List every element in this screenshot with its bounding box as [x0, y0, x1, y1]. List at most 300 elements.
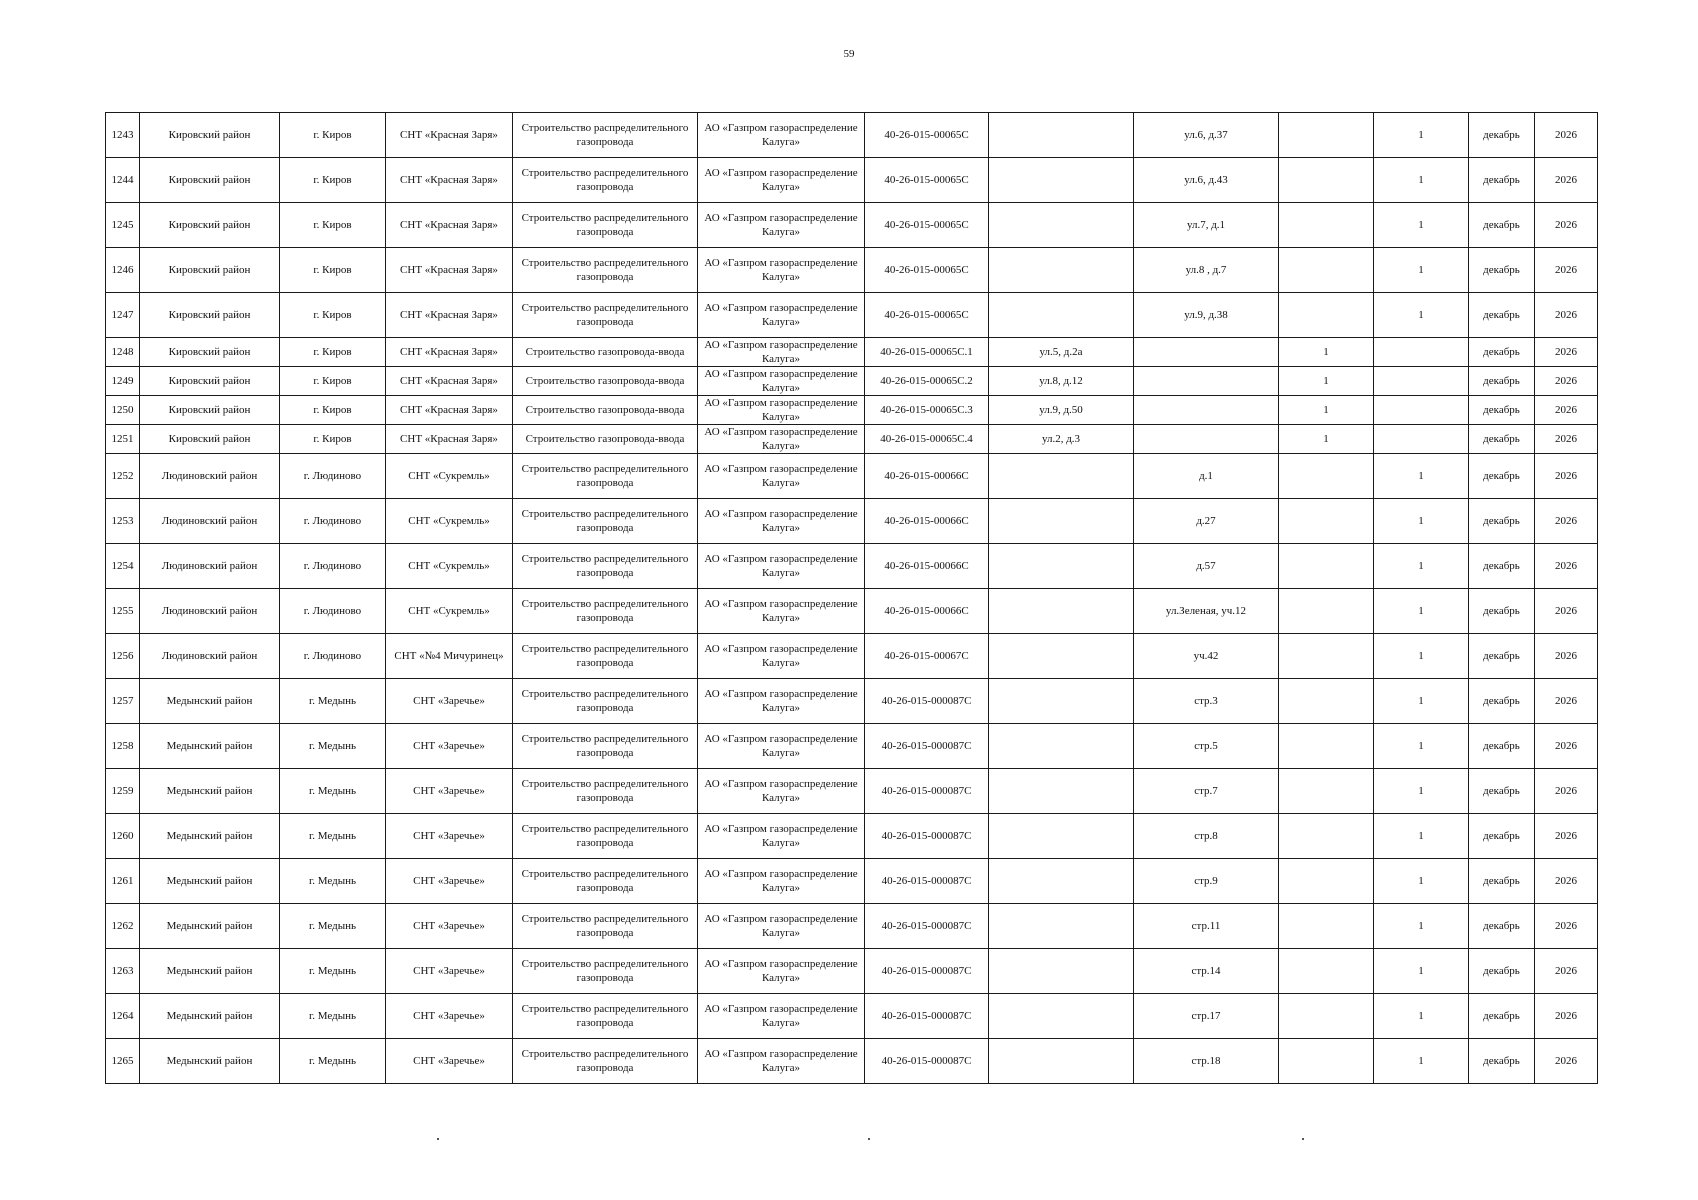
object-code-cell: 40-26-015-000087С: [865, 949, 989, 994]
organization-cell: АО «Газпром газораспределение Калуга»: [698, 1039, 865, 1084]
address-network-cell: ул.9, д.38: [1134, 293, 1279, 338]
address-inlet-cell: [989, 949, 1134, 994]
year-cell: 2026: [1535, 158, 1598, 203]
district-cell: Кировский район: [140, 158, 280, 203]
table-row: [106, 338, 1598, 367]
month-cell: декабрь: [1469, 499, 1535, 544]
district-cell: Медынский район: [140, 859, 280, 904]
row-number: 1262: [106, 904, 140, 949]
district-cell: Медынский район: [140, 1039, 280, 1084]
address-inlet-cell: [989, 544, 1134, 589]
inlet-count-cell: [1279, 544, 1374, 589]
organization-cell: АО «Газпром газораспределение Калуга»: [698, 425, 865, 454]
work-type-cell: Строительство распределительного газопровода: [513, 589, 698, 634]
month-cell: декабрь: [1469, 454, 1535, 499]
network-count-cell: 1: [1374, 248, 1469, 293]
inlet-count-cell: [1279, 769, 1374, 814]
network-count-cell: [1374, 396, 1469, 425]
year-cell: 2026: [1535, 293, 1598, 338]
address-inlet-cell: [989, 1039, 1134, 1084]
snt-name-cell: СНТ «Красная Заря»: [386, 248, 513, 293]
row-number: 1260: [106, 814, 140, 859]
district-cell: Кировский район: [140, 367, 280, 396]
organization-cell: АО «Газпром газораспределение Калуга»: [698, 679, 865, 724]
row-number: 1247: [106, 293, 140, 338]
table-row: [106, 769, 1598, 814]
snt-name-cell: СНТ «Заречье»: [386, 994, 513, 1039]
work-type-cell: Строительство распределительного газопровода: [513, 293, 698, 338]
object-code-cell: 40-26-015-00066С: [865, 499, 989, 544]
month-cell: декабрь: [1469, 203, 1535, 248]
address-network-cell: д.27: [1134, 499, 1279, 544]
inlet-count-cell: [1279, 499, 1374, 544]
organization-cell: АО «Газпром газораспределение Калуга»: [698, 338, 865, 367]
work-type-cell: Строительство распределительного газопровода: [513, 1039, 698, 1084]
month-cell: декабрь: [1469, 158, 1535, 203]
district-cell: Людиновский район: [140, 544, 280, 589]
district-cell: Кировский район: [140, 425, 280, 454]
table-row: [106, 544, 1598, 589]
organization-cell: АО «Газпром газораспределение Калуга»: [698, 634, 865, 679]
snt-name-cell: СНТ «Заречье»: [386, 949, 513, 994]
month-cell: декабрь: [1469, 859, 1535, 904]
object-code-cell: 40-26-015-00065С.2: [865, 367, 989, 396]
inlet-count-cell: [1279, 814, 1374, 859]
row-number: 1250: [106, 396, 140, 425]
organization-cell: АО «Газпром газораспределение Калуга»: [698, 293, 865, 338]
address-inlet-cell: [989, 904, 1134, 949]
inlet-count-cell: 1: [1279, 367, 1374, 396]
network-count-cell: 1: [1374, 293, 1469, 338]
inlet-count-cell: [1279, 158, 1374, 203]
network-count-cell: 1: [1374, 859, 1469, 904]
month-cell: декабрь: [1469, 994, 1535, 1039]
year-cell: 2026: [1535, 949, 1598, 994]
table-row: [106, 814, 1598, 859]
table-row: [106, 589, 1598, 634]
district-cell: Медынский район: [140, 814, 280, 859]
city-cell: г. Медынь: [280, 904, 386, 949]
row-number: 1265: [106, 1039, 140, 1084]
network-count-cell: 1: [1374, 499, 1469, 544]
year-cell: 2026: [1535, 724, 1598, 769]
table-row: [106, 1039, 1598, 1084]
object-code-cell: 40-26-015-00066С: [865, 544, 989, 589]
city-cell: г. Людиново: [280, 499, 386, 544]
table-row: [106, 724, 1598, 769]
city-cell: г. Людиново: [280, 454, 386, 499]
inlet-count-cell: 1: [1279, 338, 1374, 367]
work-type-cell: Строительство распределительного газопровода: [513, 904, 698, 949]
address-inlet-cell: [989, 454, 1134, 499]
district-cell: Людиновский район: [140, 589, 280, 634]
district-cell: Людиновский район: [140, 454, 280, 499]
inlet-count-cell: 1: [1279, 396, 1374, 425]
object-code-cell: 40-26-015-00065С: [865, 158, 989, 203]
city-cell: г. Киров: [280, 113, 386, 158]
object-code-cell: 40-26-015-000087С: [865, 994, 989, 1039]
object-code-cell: 40-26-015-00065С.4: [865, 425, 989, 454]
address-network-cell: стр.18: [1134, 1039, 1279, 1084]
object-code-cell: 40-26-015-000087С: [865, 859, 989, 904]
month-cell: декабрь: [1469, 396, 1535, 425]
snt-name-cell: СНТ «Красная Заря»: [386, 338, 513, 367]
address-network-cell: [1134, 396, 1279, 425]
object-code-cell: 40-26-015-00067С: [865, 634, 989, 679]
district-cell: Кировский район: [140, 248, 280, 293]
district-cell: Медынский район: [140, 904, 280, 949]
snt-name-cell: СНТ «Заречье»: [386, 904, 513, 949]
year-cell: 2026: [1535, 814, 1598, 859]
organization-cell: АО «Газпром газораспределение Калуга»: [698, 994, 865, 1039]
address-network-cell: д.57: [1134, 544, 1279, 589]
row-number: 1263: [106, 949, 140, 994]
snt-name-cell: СНТ «Красная Заря»: [386, 158, 513, 203]
object-code-cell: 40-26-015-00066С: [865, 589, 989, 634]
address-network-cell: ул.6, д.43: [1134, 158, 1279, 203]
scan-dot: [1302, 1138, 1304, 1140]
city-cell: г. Киров: [280, 396, 386, 425]
organization-cell: АО «Газпром газораспределение Калуга»: [698, 454, 865, 499]
work-type-cell: Строительство газопровода-ввода: [513, 338, 698, 367]
table-row: [106, 454, 1598, 499]
row-number: 1259: [106, 769, 140, 814]
month-cell: декабрь: [1469, 544, 1535, 589]
address-inlet-cell: [989, 589, 1134, 634]
month-cell: декабрь: [1469, 338, 1535, 367]
address-inlet-cell: [989, 724, 1134, 769]
inlet-count-cell: [1279, 1039, 1374, 1084]
district-cell: Кировский район: [140, 396, 280, 425]
organization-cell: АО «Газпром газораспределение Калуга»: [698, 367, 865, 396]
table-row: [106, 396, 1598, 425]
city-cell: г. Киров: [280, 425, 386, 454]
table-row: [106, 293, 1598, 338]
table-row: [106, 949, 1598, 994]
snt-name-cell: СНТ «Заречье»: [386, 859, 513, 904]
inlet-count-cell: [1279, 904, 1374, 949]
address-network-cell: стр.8: [1134, 814, 1279, 859]
address-inlet-cell: [989, 634, 1134, 679]
network-count-cell: [1374, 425, 1469, 454]
city-cell: г. Медынь: [280, 859, 386, 904]
inlet-count-cell: [1279, 113, 1374, 158]
month-cell: декабрь: [1469, 248, 1535, 293]
snt-name-cell: СНТ «№4 Мичуринец»: [386, 634, 513, 679]
address-inlet-cell: [989, 814, 1134, 859]
inlet-count-cell: [1279, 949, 1374, 994]
address-network-cell: [1134, 425, 1279, 454]
network-count-cell: 1: [1374, 203, 1469, 248]
month-cell: декабрь: [1469, 949, 1535, 994]
organization-cell: АО «Газпром газораспределение Калуга»: [698, 158, 865, 203]
address-inlet-cell: ул.2, д.3: [989, 425, 1134, 454]
snt-name-cell: СНТ «Заречье»: [386, 769, 513, 814]
city-cell: г. Киров: [280, 338, 386, 367]
organization-cell: АО «Газпром газораспределение Калуга»: [698, 544, 865, 589]
year-cell: 2026: [1535, 1039, 1598, 1084]
year-cell: 2026: [1535, 904, 1598, 949]
organization-cell: АО «Газпром газораспределение Калуга»: [698, 949, 865, 994]
city-cell: г. Киров: [280, 293, 386, 338]
row-number: 1244: [106, 158, 140, 203]
snt-name-cell: СНТ «Заречье»: [386, 814, 513, 859]
month-cell: декабрь: [1469, 293, 1535, 338]
network-count-cell: 1: [1374, 158, 1469, 203]
snt-name-cell: СНТ «Сукремль»: [386, 454, 513, 499]
year-cell: 2026: [1535, 499, 1598, 544]
organization-cell: АО «Газпром газораспределение Калуга»: [698, 203, 865, 248]
city-cell: г. Медынь: [280, 769, 386, 814]
inlet-count-cell: [1279, 203, 1374, 248]
city-cell: г. Людиново: [280, 544, 386, 589]
work-type-cell: Строительство распределительного газопровода: [513, 634, 698, 679]
city-cell: г. Людиново: [280, 634, 386, 679]
work-type-cell: Строительство газопровода-ввода: [513, 425, 698, 454]
month-cell: декабрь: [1469, 814, 1535, 859]
work-type-cell: Строительство распределительного газопровода: [513, 814, 698, 859]
address-inlet-cell: [989, 994, 1134, 1039]
city-cell: г. Медынь: [280, 679, 386, 724]
organization-cell: АО «Газпром газораспределение Калуга»: [698, 499, 865, 544]
city-cell: г. Медынь: [280, 994, 386, 1039]
work-type-cell: Строительство распределительного газопровода: [513, 994, 698, 1039]
row-number: 1258: [106, 724, 140, 769]
organization-cell: АО «Газпром газораспределение Калуга»: [698, 396, 865, 425]
table-row: [106, 859, 1598, 904]
address-inlet-cell: [989, 499, 1134, 544]
address-network-cell: [1134, 367, 1279, 396]
month-cell: декабрь: [1469, 724, 1535, 769]
network-count-cell: [1374, 338, 1469, 367]
table-row: [106, 425, 1598, 454]
row-number: 1261: [106, 859, 140, 904]
city-cell: г. Медынь: [280, 724, 386, 769]
district-cell: Медынский район: [140, 949, 280, 994]
organization-cell: АО «Газпром газораспределение Калуга»: [698, 113, 865, 158]
inlet-count-cell: [1279, 679, 1374, 724]
inlet-count-cell: 1: [1279, 425, 1374, 454]
organization-cell: АО «Газпром газораспределение Калуга»: [698, 769, 865, 814]
district-cell: Медынский район: [140, 679, 280, 724]
address-network-cell: [1134, 338, 1279, 367]
inlet-count-cell: [1279, 293, 1374, 338]
year-cell: 2026: [1535, 113, 1598, 158]
work-type-cell: Строительство распределительного газопровода: [513, 949, 698, 994]
network-count-cell: 1: [1374, 679, 1469, 724]
row-number: 1254: [106, 544, 140, 589]
month-cell: декабрь: [1469, 769, 1535, 814]
city-cell: г. Медынь: [280, 949, 386, 994]
month-cell: декабрь: [1469, 1039, 1535, 1084]
snt-name-cell: СНТ «Красная Заря»: [386, 113, 513, 158]
row-number: 1264: [106, 994, 140, 1039]
page-number: 59: [843, 48, 855, 60]
year-cell: 2026: [1535, 454, 1598, 499]
network-count-cell: 1: [1374, 994, 1469, 1039]
city-cell: г. Медынь: [280, 814, 386, 859]
work-type-cell: Строительство распределительного газопровода: [513, 769, 698, 814]
city-cell: г. Людиново: [280, 589, 386, 634]
year-cell: 2026: [1535, 679, 1598, 724]
month-cell: декабрь: [1469, 367, 1535, 396]
snt-name-cell: СНТ «Красная Заря»: [386, 293, 513, 338]
inlet-count-cell: [1279, 859, 1374, 904]
organization-cell: АО «Газпром газораспределение Калуга»: [698, 248, 865, 293]
snt-name-cell: СНТ «Сукремль»: [386, 499, 513, 544]
year-cell: 2026: [1535, 769, 1598, 814]
network-count-cell: 1: [1374, 634, 1469, 679]
inlet-count-cell: [1279, 248, 1374, 293]
object-code-cell: 40-26-015-000087С: [865, 904, 989, 949]
address-network-cell: д.1: [1134, 454, 1279, 499]
object-code-cell: 40-26-015-00065С: [865, 248, 989, 293]
table-row: [106, 158, 1598, 203]
address-network-cell: стр.14: [1134, 949, 1279, 994]
table-row: [106, 248, 1598, 293]
year-cell: 2026: [1535, 544, 1598, 589]
address-inlet-cell: [989, 113, 1134, 158]
address-network-cell: стр.11: [1134, 904, 1279, 949]
month-cell: декабрь: [1469, 634, 1535, 679]
month-cell: декабрь: [1469, 425, 1535, 454]
month-cell: декабрь: [1469, 589, 1535, 634]
table-row: [106, 113, 1598, 158]
city-cell: г. Киров: [280, 158, 386, 203]
city-cell: г. Киров: [280, 367, 386, 396]
district-cell: Людиновский район: [140, 634, 280, 679]
work-type-cell: Строительство распределительного газопровода: [513, 454, 698, 499]
table-row: [106, 994, 1598, 1039]
table-row: [106, 904, 1598, 949]
work-type-cell: Строительство распределительного газопровода: [513, 203, 698, 248]
address-network-cell: стр.9: [1134, 859, 1279, 904]
table-row: [106, 203, 1598, 248]
city-cell: г. Киров: [280, 203, 386, 248]
object-code-cell: 40-26-015-000087С: [865, 1039, 989, 1084]
object-code-cell: 40-26-015-000087С: [865, 679, 989, 724]
snt-name-cell: СНТ «Сукремль»: [386, 544, 513, 589]
network-count-cell: 1: [1374, 949, 1469, 994]
city-cell: г. Медынь: [280, 1039, 386, 1084]
table-row: [106, 679, 1598, 724]
network-count-cell: 1: [1374, 113, 1469, 158]
year-cell: 2026: [1535, 425, 1598, 454]
scan-dot: [868, 1138, 870, 1140]
address-inlet-cell: [989, 679, 1134, 724]
work-type-cell: Строительство распределительного газопровода: [513, 248, 698, 293]
object-code-cell: 40-26-015-00065С: [865, 203, 989, 248]
organization-cell: АО «Газпром газораспределение Калуга»: [698, 724, 865, 769]
snt-name-cell: СНТ «Заречье»: [386, 724, 513, 769]
snt-name-cell: СНТ «Красная Заря»: [386, 396, 513, 425]
snt-name-cell: СНТ «Сукремль»: [386, 589, 513, 634]
object-code-cell: 40-26-015-00065С: [865, 293, 989, 338]
row-number: 1246: [106, 248, 140, 293]
organization-cell: АО «Газпром газораспределение Калуга»: [698, 904, 865, 949]
address-inlet-cell: [989, 158, 1134, 203]
row-number: 1251: [106, 425, 140, 454]
address-network-cell: стр.5: [1134, 724, 1279, 769]
table-row: [106, 367, 1598, 396]
inlet-count-cell: [1279, 994, 1374, 1039]
snt-name-cell: СНТ «Красная Заря»: [386, 367, 513, 396]
address-inlet-cell: [989, 769, 1134, 814]
row-number: 1255: [106, 589, 140, 634]
network-count-cell: 1: [1374, 904, 1469, 949]
network-count-cell: [1374, 367, 1469, 396]
object-code-cell: 40-26-015-000087С: [865, 724, 989, 769]
row-number: 1249: [106, 367, 140, 396]
work-type-cell: Строительство распределительного газопровода: [513, 724, 698, 769]
network-count-cell: 1: [1374, 589, 1469, 634]
address-inlet-cell: ул.8, д.12: [989, 367, 1134, 396]
object-code-cell: 40-26-015-000087С: [865, 814, 989, 859]
address-network-cell: ул.8 , д.7: [1134, 248, 1279, 293]
inlet-count-cell: [1279, 589, 1374, 634]
district-cell: Кировский район: [140, 203, 280, 248]
scan-dot: [437, 1138, 439, 1140]
address-network-cell: уч.42: [1134, 634, 1279, 679]
register-table: [105, 112, 1598, 1084]
inlet-count-cell: [1279, 454, 1374, 499]
address-network-cell: ул.6, д.37: [1134, 113, 1279, 158]
object-code-cell: 40-26-015-00065С.3: [865, 396, 989, 425]
snt-name-cell: СНТ «Заречье»: [386, 679, 513, 724]
district-cell: Медынский район: [140, 724, 280, 769]
row-number: 1252: [106, 454, 140, 499]
inlet-count-cell: [1279, 634, 1374, 679]
network-count-cell: 1: [1374, 1039, 1469, 1084]
row-number: 1243: [106, 113, 140, 158]
row-number: 1253: [106, 499, 140, 544]
district-cell: Людиновский район: [140, 499, 280, 544]
network-count-cell: 1: [1374, 544, 1469, 589]
year-cell: 2026: [1535, 396, 1598, 425]
year-cell: 2026: [1535, 589, 1598, 634]
year-cell: 2026: [1535, 994, 1598, 1039]
address-inlet-cell: ул.5, д.2а: [989, 338, 1134, 367]
organization-cell: АО «Газпром газораспределение Калуга»: [698, 859, 865, 904]
work-type-cell: Строительство распределительного газопровода: [513, 113, 698, 158]
year-cell: 2026: [1535, 248, 1598, 293]
address-inlet-cell: [989, 293, 1134, 338]
address-inlet-cell: [989, 203, 1134, 248]
address-inlet-cell: [989, 859, 1134, 904]
month-cell: декабрь: [1469, 904, 1535, 949]
city-cell: г. Киров: [280, 248, 386, 293]
network-count-cell: 1: [1374, 769, 1469, 814]
month-cell: декабрь: [1469, 679, 1535, 724]
network-count-cell: 1: [1374, 724, 1469, 769]
work-type-cell: Строительство распределительного газопровода: [513, 158, 698, 203]
row-number: 1248: [106, 338, 140, 367]
address-network-cell: стр.7: [1134, 769, 1279, 814]
year-cell: 2026: [1535, 367, 1598, 396]
district-cell: Медынский район: [140, 769, 280, 814]
row-number: 1245: [106, 203, 140, 248]
work-type-cell: Строительство распределительного газопровода: [513, 544, 698, 589]
network-count-cell: 1: [1374, 454, 1469, 499]
object-code-cell: 40-26-015-000087С: [865, 769, 989, 814]
year-cell: 2026: [1535, 859, 1598, 904]
address-network-cell: ул.7, д.1: [1134, 203, 1279, 248]
object-code-cell: 40-26-015-00065С: [865, 113, 989, 158]
inlet-count-cell: [1279, 724, 1374, 769]
address-inlet-cell: [989, 248, 1134, 293]
work-type-cell: Строительство распределительного газопровода: [513, 679, 698, 724]
object-code-cell: 40-26-015-00066С: [865, 454, 989, 499]
